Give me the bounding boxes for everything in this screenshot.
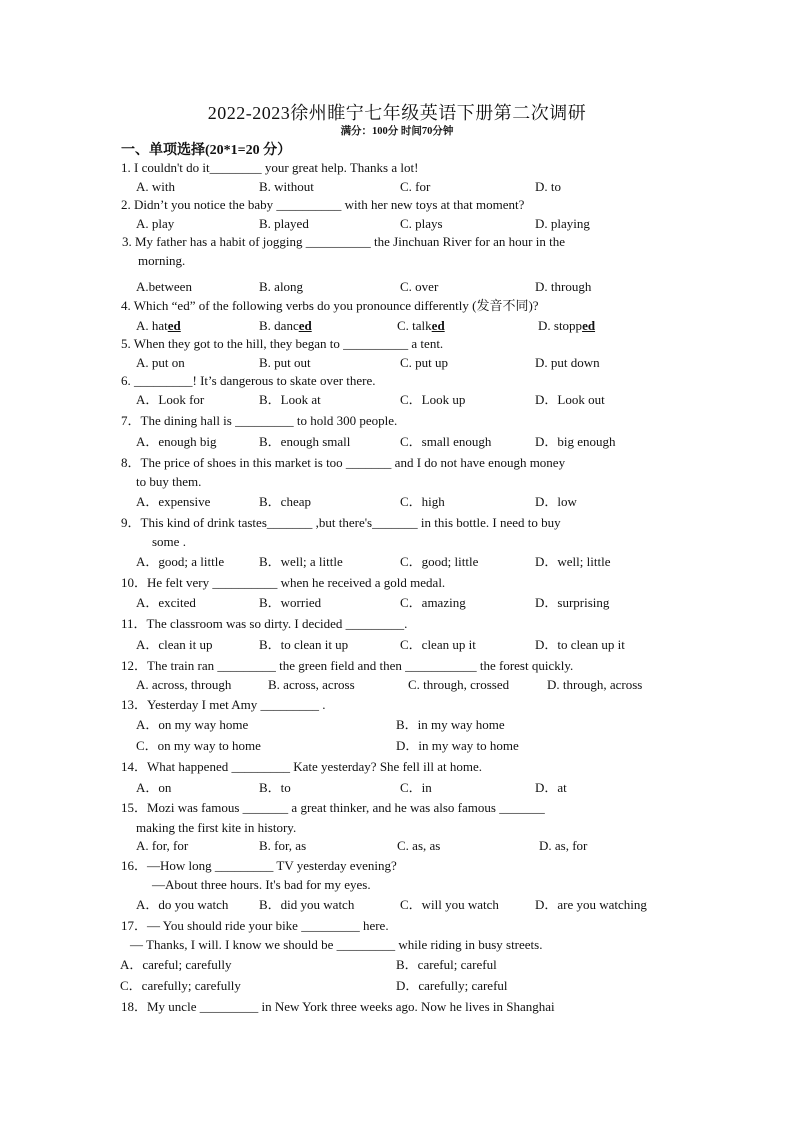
question-8-option-a: A．expensive	[136, 494, 211, 509]
score-time-info: 满分：100分 时间70分钟	[340, 126, 454, 137]
question-7-stem: 7．The dining hall is _________ to hold 300 people.	[121, 413, 398, 428]
question-16-option-d: D．are you watching	[535, 897, 647, 912]
option-text: A. hat	[136, 318, 168, 333]
question-18-stem: 18．My uncle _________ in New York three weeks ago. Now he lives in Shanghai	[121, 999, 555, 1014]
question-2-option-b: B. played	[259, 216, 309, 231]
question-11-stem: 11．The classroom was so dirty. I decided _________.	[121, 616, 408, 631]
question-9-stem: 9．This kind of drink tastes_______ ,but there's_______ in this bottle. I need to buy	[121, 515, 561, 530]
question-6-option-b: B．Look at	[259, 392, 321, 407]
question-12-option-b: B. across, across	[268, 677, 355, 692]
section-heading: 一、单项选择(20*1=20 分）	[121, 143, 292, 158]
question-15-stem: 15．Mozi was famous _______ a great thinker, and he was also famous _______	[121, 800, 545, 815]
question-12-option-a: A. across, through	[136, 677, 232, 692]
question-9-option-a: A．good; a little	[136, 554, 225, 569]
question-3-option-d: D. through	[535, 279, 592, 294]
question-3-option-a: A.between	[136, 279, 192, 294]
underlined-ending: ed	[431, 318, 445, 333]
question-11-option-a: A．clean it up	[136, 637, 213, 652]
question-4-option-b	[259, 318, 312, 334]
question-5-stem: 5. When they got to the hill, they began to __________ a tent.	[121, 336, 444, 351]
question-9-stem-continued: some .	[152, 534, 186, 549]
question-5-option-a: A. put on	[136, 355, 185, 370]
question-14-option-d: D．at	[535, 780, 567, 795]
question-12-option-c: C. through, crossed	[408, 677, 510, 692]
question-14-option-a: A．on	[136, 780, 172, 795]
question-13-option-a: A．on my way home	[136, 717, 249, 732]
page-title: 2022-2023徐州睢宁七年级英语下册第二次调研	[207, 103, 587, 123]
question-13-option-c: C．on my way to home	[136, 738, 261, 753]
question-1-stem: 1. I couldn't do it________ your great help. Thanks a lot!	[121, 160, 419, 175]
question-17-option-a: A．careful; carefully	[120, 957, 232, 972]
question-7-option-a: A．enough big	[136, 434, 217, 449]
question-13-option-d: D．in my way to home	[396, 738, 519, 753]
question-1-option-c: C. for	[400, 179, 431, 194]
question-2-stem: 2. Didn’t you notice the baby __________ with her new toys at that moment?	[121, 197, 525, 212]
question-5-option-b: B. put out	[259, 355, 311, 370]
question-4-option-a	[136, 318, 181, 334]
question-4-option-d	[538, 318, 595, 334]
question-17-stem-continued: — Thanks, I will. I know we should be _________ while riding in busy streets.	[130, 937, 543, 952]
question-8-stem: 8．The price of shoes in this market is too _______ and I do not have enough money	[121, 455, 566, 470]
question-4-option-c	[397, 318, 445, 334]
question-15-stem-continued: making the first kite in history.	[136, 820, 297, 835]
question-12-stem: 12．The train ran _________ the green field and then ___________ the forest quickly.	[121, 658, 574, 673]
question-14-stem: 14．What happened _________ Kate yesterday? She fell ill at home.	[121, 759, 483, 774]
question-15-option-b: B. for, as	[259, 838, 307, 853]
question-4-stem: 4. Which “ed” of the following verbs do you pronounce differently (发音不同)?	[121, 298, 539, 313]
question-1-option-d: D. to	[535, 179, 561, 194]
question-6-option-a: A．Look for	[136, 392, 205, 407]
question-10-option-b: B．worried	[259, 595, 322, 610]
question-2-option-c: C. plays	[400, 216, 443, 231]
question-9-option-b: B．well; a little	[259, 554, 343, 569]
question-1-option-b: B. without	[259, 179, 314, 194]
question-8-option-c: C．high	[400, 494, 445, 509]
question-6-option-c: C．Look up	[400, 392, 466, 407]
question-7-option-d: D．big enough	[535, 434, 616, 449]
question-17-stem: 17．— You should ride your bike _________ here.	[121, 918, 389, 933]
question-7-option-c: C．small enough	[400, 434, 492, 449]
question-15-option-c: C. as, as	[397, 838, 441, 853]
question-3-stem-continued: morning.	[138, 253, 186, 268]
question-5-option-d: D. put down	[535, 355, 600, 370]
question-7-option-b: B．enough small	[259, 434, 351, 449]
question-15-option-a: A. for, for	[136, 838, 189, 853]
option-text: C. talk	[397, 318, 432, 333]
question-1-option-a: A. with	[136, 179, 175, 194]
question-8-option-b: B．cheap	[259, 494, 311, 509]
question-10-option-a: A．excited	[136, 595, 196, 610]
question-17-option-b: B．careful; careful	[396, 957, 497, 972]
underlined-ending: ed	[582, 318, 596, 333]
question-3-option-c: C. over	[400, 279, 439, 294]
question-16-stem: 16．—How long _________ TV yesterday evening?	[121, 858, 397, 873]
question-2-option-a: A. play	[136, 216, 175, 231]
question-16-option-c: C．will you watch	[400, 897, 499, 912]
question-8-stem-continued: to buy them.	[136, 474, 202, 489]
question-16-stem-continued: —About three hours. It's bad for my eyes.	[152, 877, 371, 892]
underlined-ending: ed	[167, 318, 181, 333]
question-11-option-b: B．to clean it up	[259, 637, 349, 652]
question-17-option-c: C．carefully; carefully	[120, 978, 241, 993]
question-10-option-c: C．amazing	[400, 595, 466, 610]
question-13-option-b: B．in my way home	[396, 717, 505, 732]
question-9-option-d: D．well; little	[535, 554, 611, 569]
question-6-option-d: D．Look out	[535, 392, 605, 407]
question-3-option-b: B. along	[259, 279, 304, 294]
question-8-option-d: D．low	[535, 494, 577, 509]
question-15-option-d: D. as, for	[539, 838, 588, 853]
question-6-stem: 6. _________! It’s dangerous to skate over there.	[121, 373, 376, 388]
question-13-stem: 13．Yesterday I met Amy _________ .	[121, 697, 326, 712]
question-14-option-c: C．in	[400, 780, 432, 795]
question-16-option-b: B．did you watch	[259, 897, 355, 912]
question-12-option-d: D. through, across	[547, 677, 643, 692]
question-2-option-d: D. playing	[535, 216, 590, 231]
question-17-option-d: D．carefully; careful	[396, 978, 508, 993]
question-11-option-d: D．to clean up it	[535, 637, 625, 652]
question-14-option-b: B．to	[259, 780, 291, 795]
question-16-option-a: A．do you watch	[136, 897, 229, 912]
question-9-option-c: C．good; little	[400, 554, 479, 569]
option-text: D. stopp	[538, 318, 583, 333]
question-3-stem: 3. My father has a habit of jogging __________ the Jinchuan River for an hour in the	[122, 234, 565, 249]
option-text: B. danc	[259, 318, 299, 333]
question-10-option-d: D．surprising	[535, 595, 610, 610]
question-11-option-c: C．clean up it	[400, 637, 476, 652]
question-5-option-c: C. put up	[400, 355, 449, 370]
question-10-stem: 10．He felt very __________ when he received a gold medal.	[121, 575, 446, 590]
underlined-ending: ed	[298, 318, 312, 333]
